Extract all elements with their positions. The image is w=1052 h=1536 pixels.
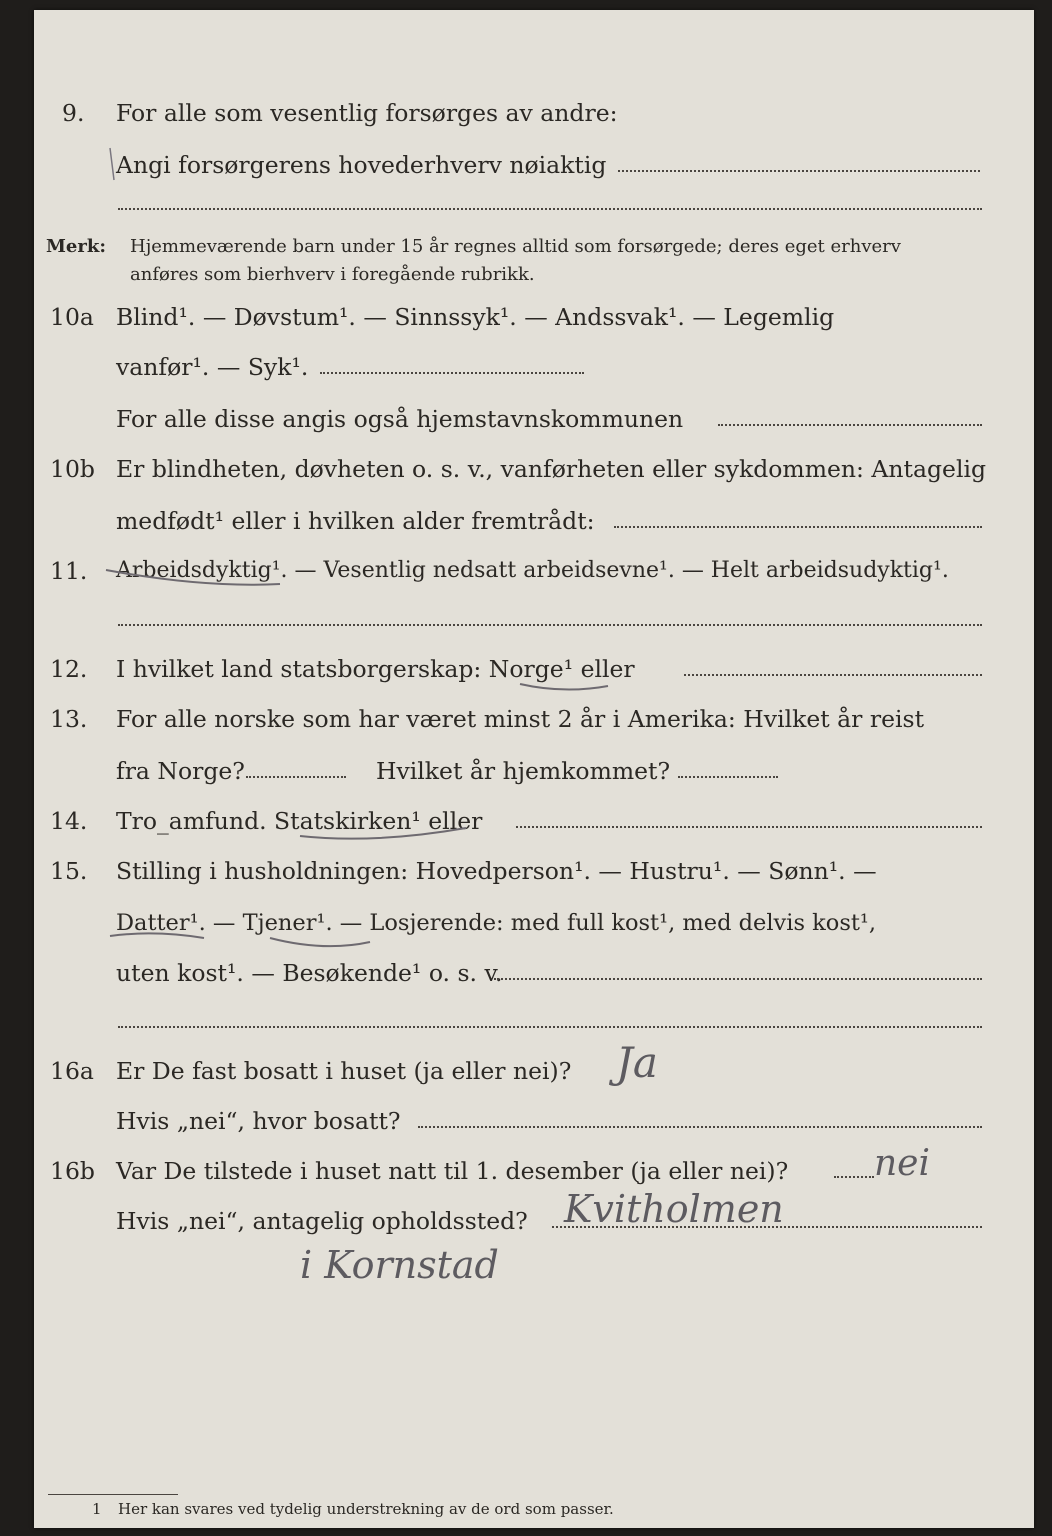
q12-line1: I hvilket land statsborgerskap: Norge¹ eller bbox=[116, 655, 635, 683]
q11-number: 11. bbox=[50, 557, 88, 585]
merk-line1: Hjemmeværende barn under 15 år regnes alltid som forsørgede; deres eget erhverv bbox=[130, 236, 901, 257]
q14-line1: Tro_amfund. Statskirken¹ eller bbox=[116, 807, 483, 835]
footnote-rule bbox=[48, 1494, 178, 1495]
q10a-line3: For alle disse angis også hjemstavnskommunen bbox=[116, 405, 684, 433]
q16b-handwritten-answer[interactable]: nei bbox=[874, 1143, 931, 1184]
margin-mark bbox=[110, 148, 114, 180]
q12-number: 12. bbox=[50, 655, 88, 683]
q10b-number: 10b bbox=[50, 455, 95, 483]
footnote-mark: 1 bbox=[92, 1500, 102, 1518]
q15-line1: Stilling i husholdningen: Hovedperson¹. — Hustru¹. — Sønn¹. — bbox=[116, 857, 877, 885]
underline-marks bbox=[34, 10, 1034, 1528]
merk-line2: anføres som bierhverv i foregående rubrikk. bbox=[130, 264, 535, 285]
q15-number: 15. bbox=[50, 857, 88, 885]
q10b-line1: Er blindheten, døvheten o. s. v., vanførheten eller sykdommen: Antagelig bbox=[116, 455, 987, 483]
q16a-handwritten-answer[interactable]: Ja bbox=[616, 1038, 658, 1087]
q15-line2: Datter¹. — Tjener¹. — Losjerende: med full kost¹, med delvis kost¹, bbox=[116, 910, 877, 936]
q10b-line2: medfødt¹ eller i hvilken alder fremtrådt: bbox=[116, 507, 595, 535]
q9-line2: Angi forsørgerens hovederhverv nøiaktig bbox=[116, 151, 607, 179]
q15-line3: uten kost¹. — Besøkende¹ o. s. v. bbox=[116, 959, 503, 987]
underline-arbeidsdyktig bbox=[106, 570, 280, 585]
q16b-handwritten-place[interactable]: Kvitholmen bbox=[564, 1187, 784, 1231]
q16a-line2: Hvis „nei“, hvor bosatt? bbox=[116, 1107, 401, 1135]
q16b-number: 16b bbox=[50, 1157, 95, 1185]
q11-line1: Arbeidsdyktig¹. — Vesentlig nedsatt arbeidsevne¹. — Helt arbeidsudyktig¹. bbox=[116, 558, 949, 583]
footnote-text: Her kan svares ved tydelig understrekning av de ord som passer. bbox=[118, 1500, 614, 1518]
q16b-line1: Var De tilstede i huset natt til 1. desember (ja eller nei)? bbox=[116, 1157, 789, 1185]
q13-line2a: fra Norge? bbox=[116, 757, 245, 785]
underline-statskirken bbox=[300, 828, 466, 839]
underline-norge bbox=[520, 684, 608, 690]
merk-label: Merk: bbox=[46, 236, 106, 257]
q16a-number: 16a bbox=[50, 1057, 94, 1085]
census-form-page bbox=[34, 10, 1034, 1528]
underline-datter bbox=[110, 933, 204, 938]
q10a-line1: Blind¹. — Døvstum¹. — Sinnssyk¹. — Andssvak¹. — Legemlig bbox=[116, 303, 835, 331]
q9-line1: For alle som vesentlig forsørges av andre: bbox=[116, 99, 618, 127]
q13-number: 13. bbox=[50, 705, 88, 733]
q9-number: 9. bbox=[62, 99, 85, 127]
q16a-line1: Er De fast bosatt i huset (ja eller nei)? bbox=[116, 1057, 572, 1085]
q14-number: 14. bbox=[50, 807, 88, 835]
q16b-line2: Hvis „nei“, antagelig opholdssted? bbox=[116, 1207, 528, 1235]
q10a-line2: vanfør¹. — Syk¹. bbox=[116, 353, 309, 381]
q16b-handwritten-place-2[interactable]: i Kornstad bbox=[300, 1243, 499, 1287]
q13-line2b: Hvilket år hjemkommet? bbox=[376, 757, 671, 785]
q13-line1: For alle norske som har været minst 2 år i Amerika: Hvilket år reist bbox=[116, 705, 925, 733]
q10a-number: 10a bbox=[50, 303, 94, 331]
underline-tjener bbox=[270, 938, 370, 946]
